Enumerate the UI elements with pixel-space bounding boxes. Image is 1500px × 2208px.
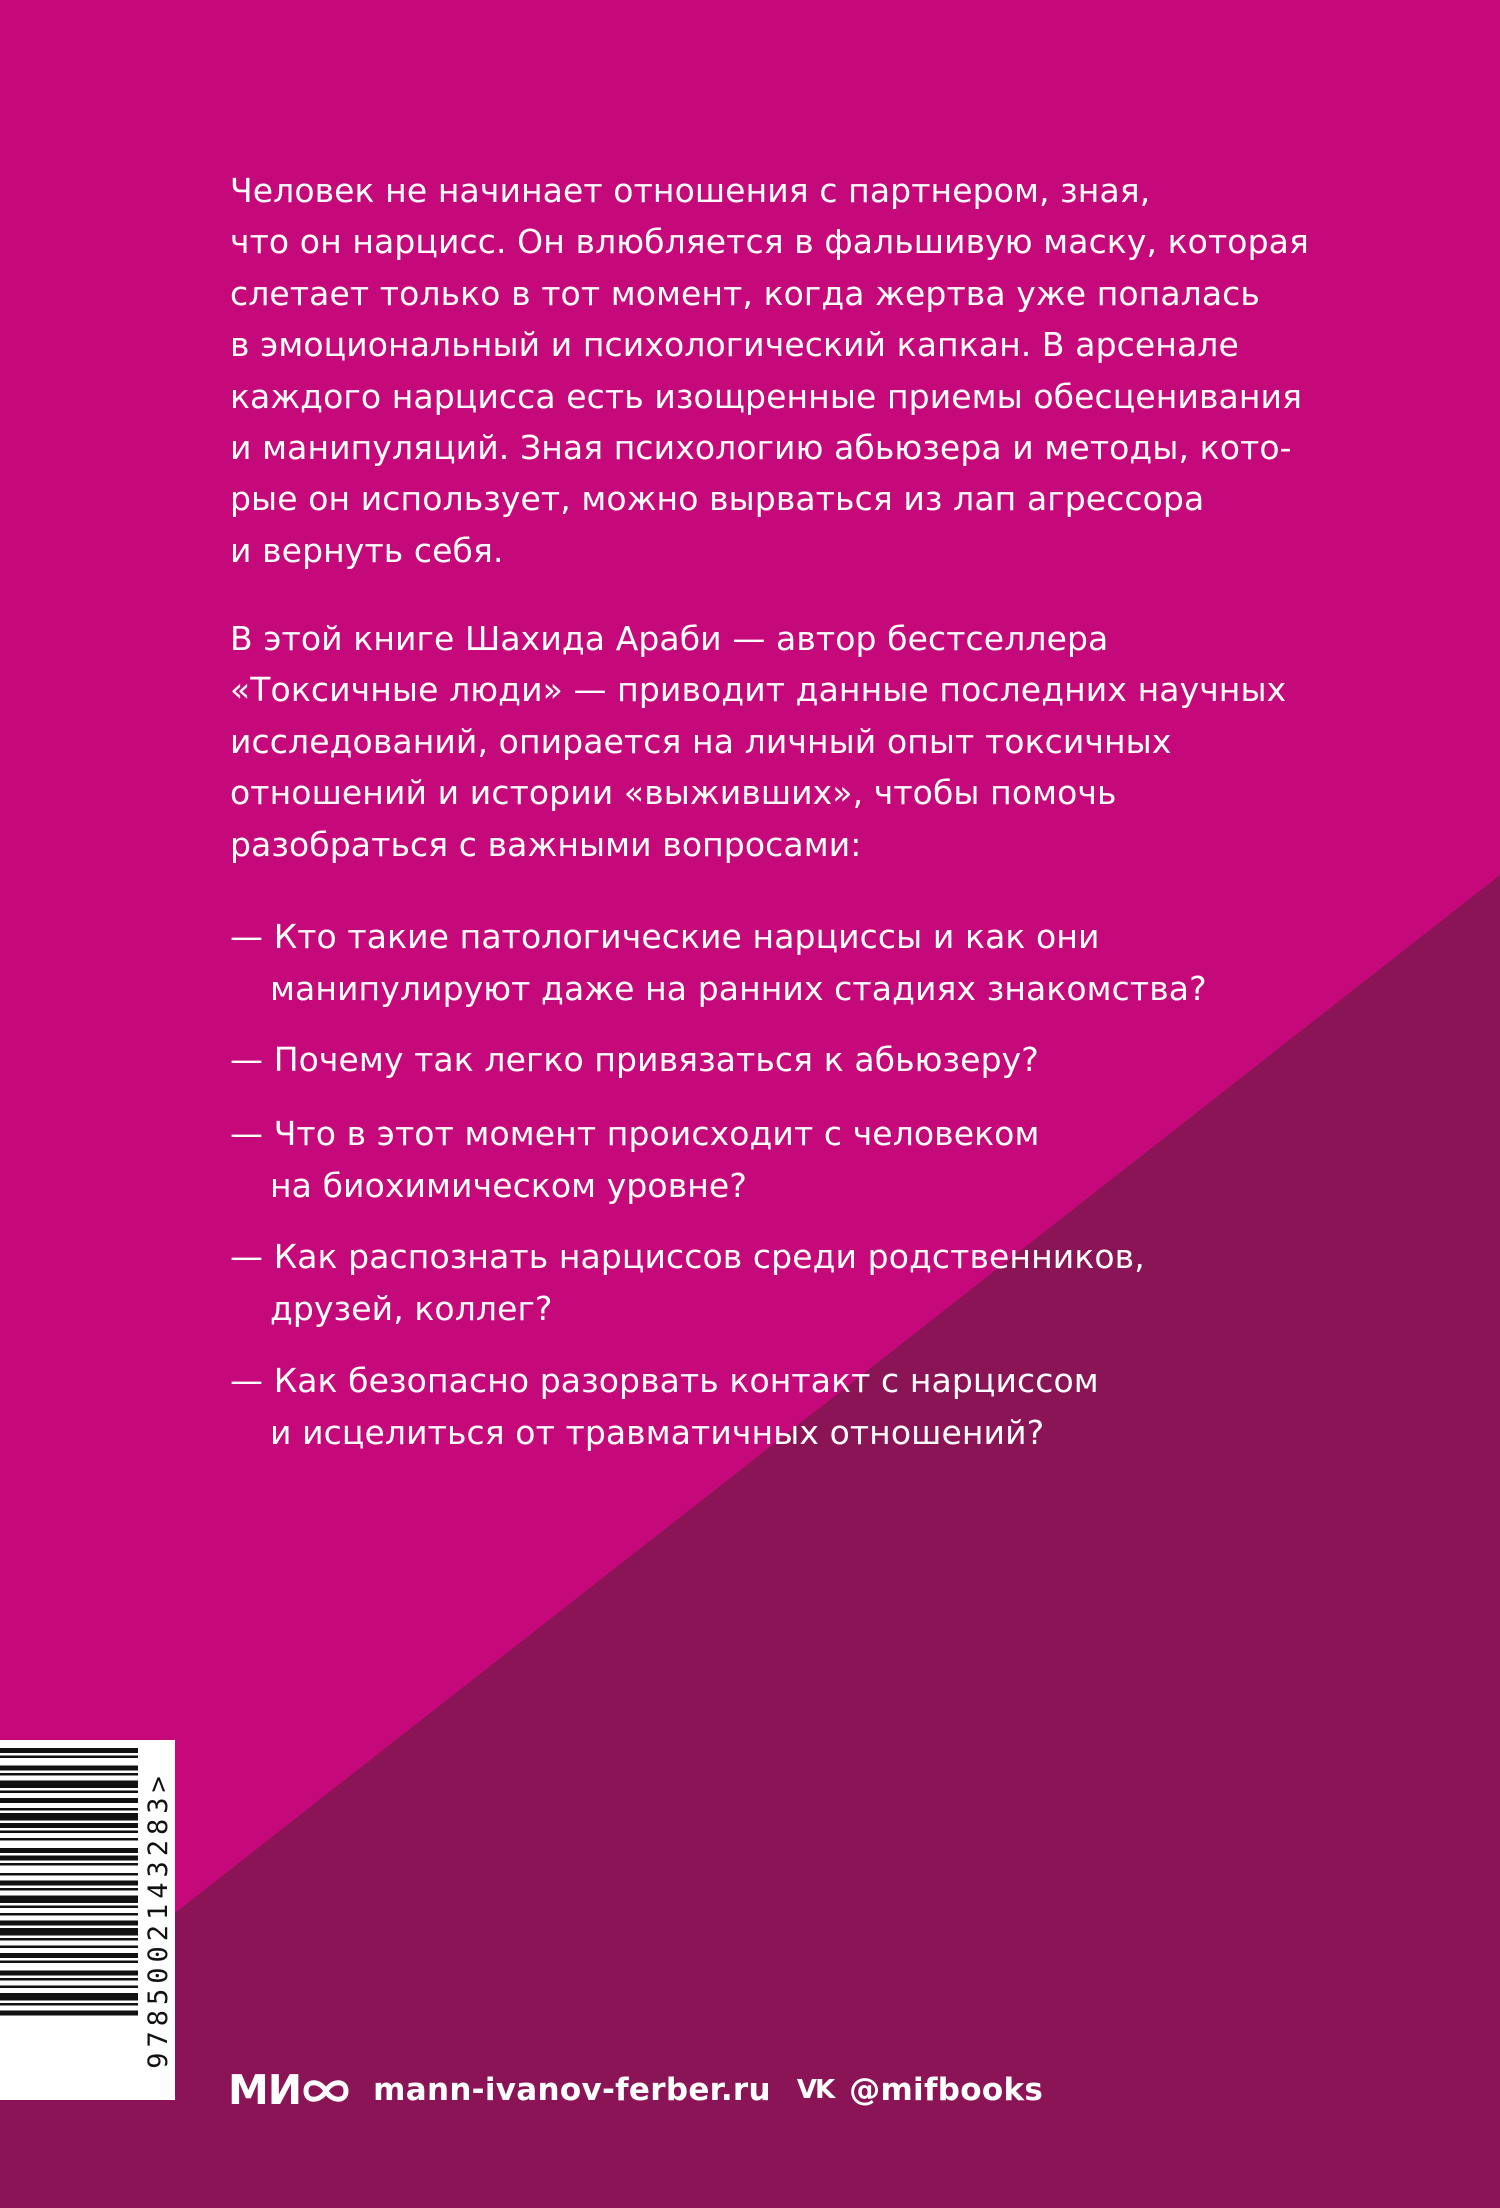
question-item: — Кто такие патологические нарциссы и как они манипулируют даже на ранних стадиях знакомства? (230, 917, 1207, 1008)
question-item: — Почему так легко привязаться к абьюзеру? (230, 1040, 1039, 1079)
barcode-bar (0, 1953, 138, 1958)
social-handle[interactable]: @mifbooks (849, 2072, 1044, 2108)
barcode-bar (0, 1881, 138, 1886)
barcode-bar (0, 1781, 138, 1789)
publisher-logo: МИ (228, 2066, 351, 2114)
barcode-bar (0, 1766, 138, 1771)
barcode-bar (0, 1978, 138, 1981)
barcode-bar (0, 1921, 138, 1926)
barcode-bar (0, 1823, 138, 1828)
barcode-bar (0, 1748, 138, 1753)
barcode-bar (0, 1986, 138, 1989)
barcode-bar (0, 1913, 138, 1916)
barcode-bar (0, 1848, 138, 1853)
barcode-bar (0, 1906, 138, 1909)
barcode-bar (0, 1896, 138, 1904)
question-item: — Как безопасно разорвать контакт с нарциссом и исцелиться от травматичных отношений? (230, 1361, 1099, 1452)
barcode-bar (0, 1946, 138, 1949)
barcode-bar (0, 1971, 138, 1976)
barcode-bar (0, 1961, 138, 1964)
barcode-bar (0, 1798, 138, 1803)
barcode-bar (0, 1813, 138, 1821)
infinity-icon (301, 2075, 351, 2107)
barcode-bar (0, 1888, 138, 1891)
barcode-bar (0, 1838, 138, 1841)
publisher-website[interactable]: mann-ivanov-ferber.ru (373, 2072, 771, 2108)
barcode-bar (0, 1831, 138, 1834)
barcode-bar (0, 2003, 138, 2006)
publisher-footer (228, 2060, 1043, 2120)
barcode-bar (0, 1808, 138, 1811)
barcode-bar (0, 1756, 138, 1759)
barcode-bar (0, 1928, 138, 1936)
barcode-bar (0, 2011, 138, 2016)
question-item: — Что в этот момент происходит с человеком на биохимическом уровне? (230, 1114, 1040, 1205)
barcode-bar (0, 1856, 138, 1861)
barcode-bar (0, 1773, 138, 1776)
question-item: — Как распознать нарциссов среди родственников, друзей, коллег? (230, 1237, 1145, 1328)
barcode-digits: 9785002143283> (143, 1771, 174, 2069)
barcode-bar (0, 1863, 138, 1866)
barcode-bar (0, 1938, 138, 1941)
barcode-bar (0, 1873, 138, 1876)
barcode-bar (0, 1791, 138, 1794)
intro-paragraph: Человек не начинает отношения с партнером, зная, что он нарцисс. Он влюбляется в фальшивую маску, которая слетает только в тот момент, когда жертва уже попалась в эмоциональный и психологический капкан. В арсенале каждого нарцисса есть изощренные приемы обесценивания и манипуляций. Зная психологию абьюзера и методы, кото- рые он использует, можно вырваться из лап агрессора и вернуть себя. (230, 171, 1309, 570)
description-paragraph: В этой книге Шахида Араби — автор бестселлера «Токсичные люди» — приводит данные последних научных исследований, опирается на личный опыт токсичных отношений и истории «выживших», чтобы помочь разобраться с важными вопросами: (230, 619, 1287, 864)
vk-icon[interactable]: VK (796, 2075, 834, 2105)
isbn-barcode (0, 1740, 175, 2100)
barcode-bar (0, 1993, 138, 2001)
